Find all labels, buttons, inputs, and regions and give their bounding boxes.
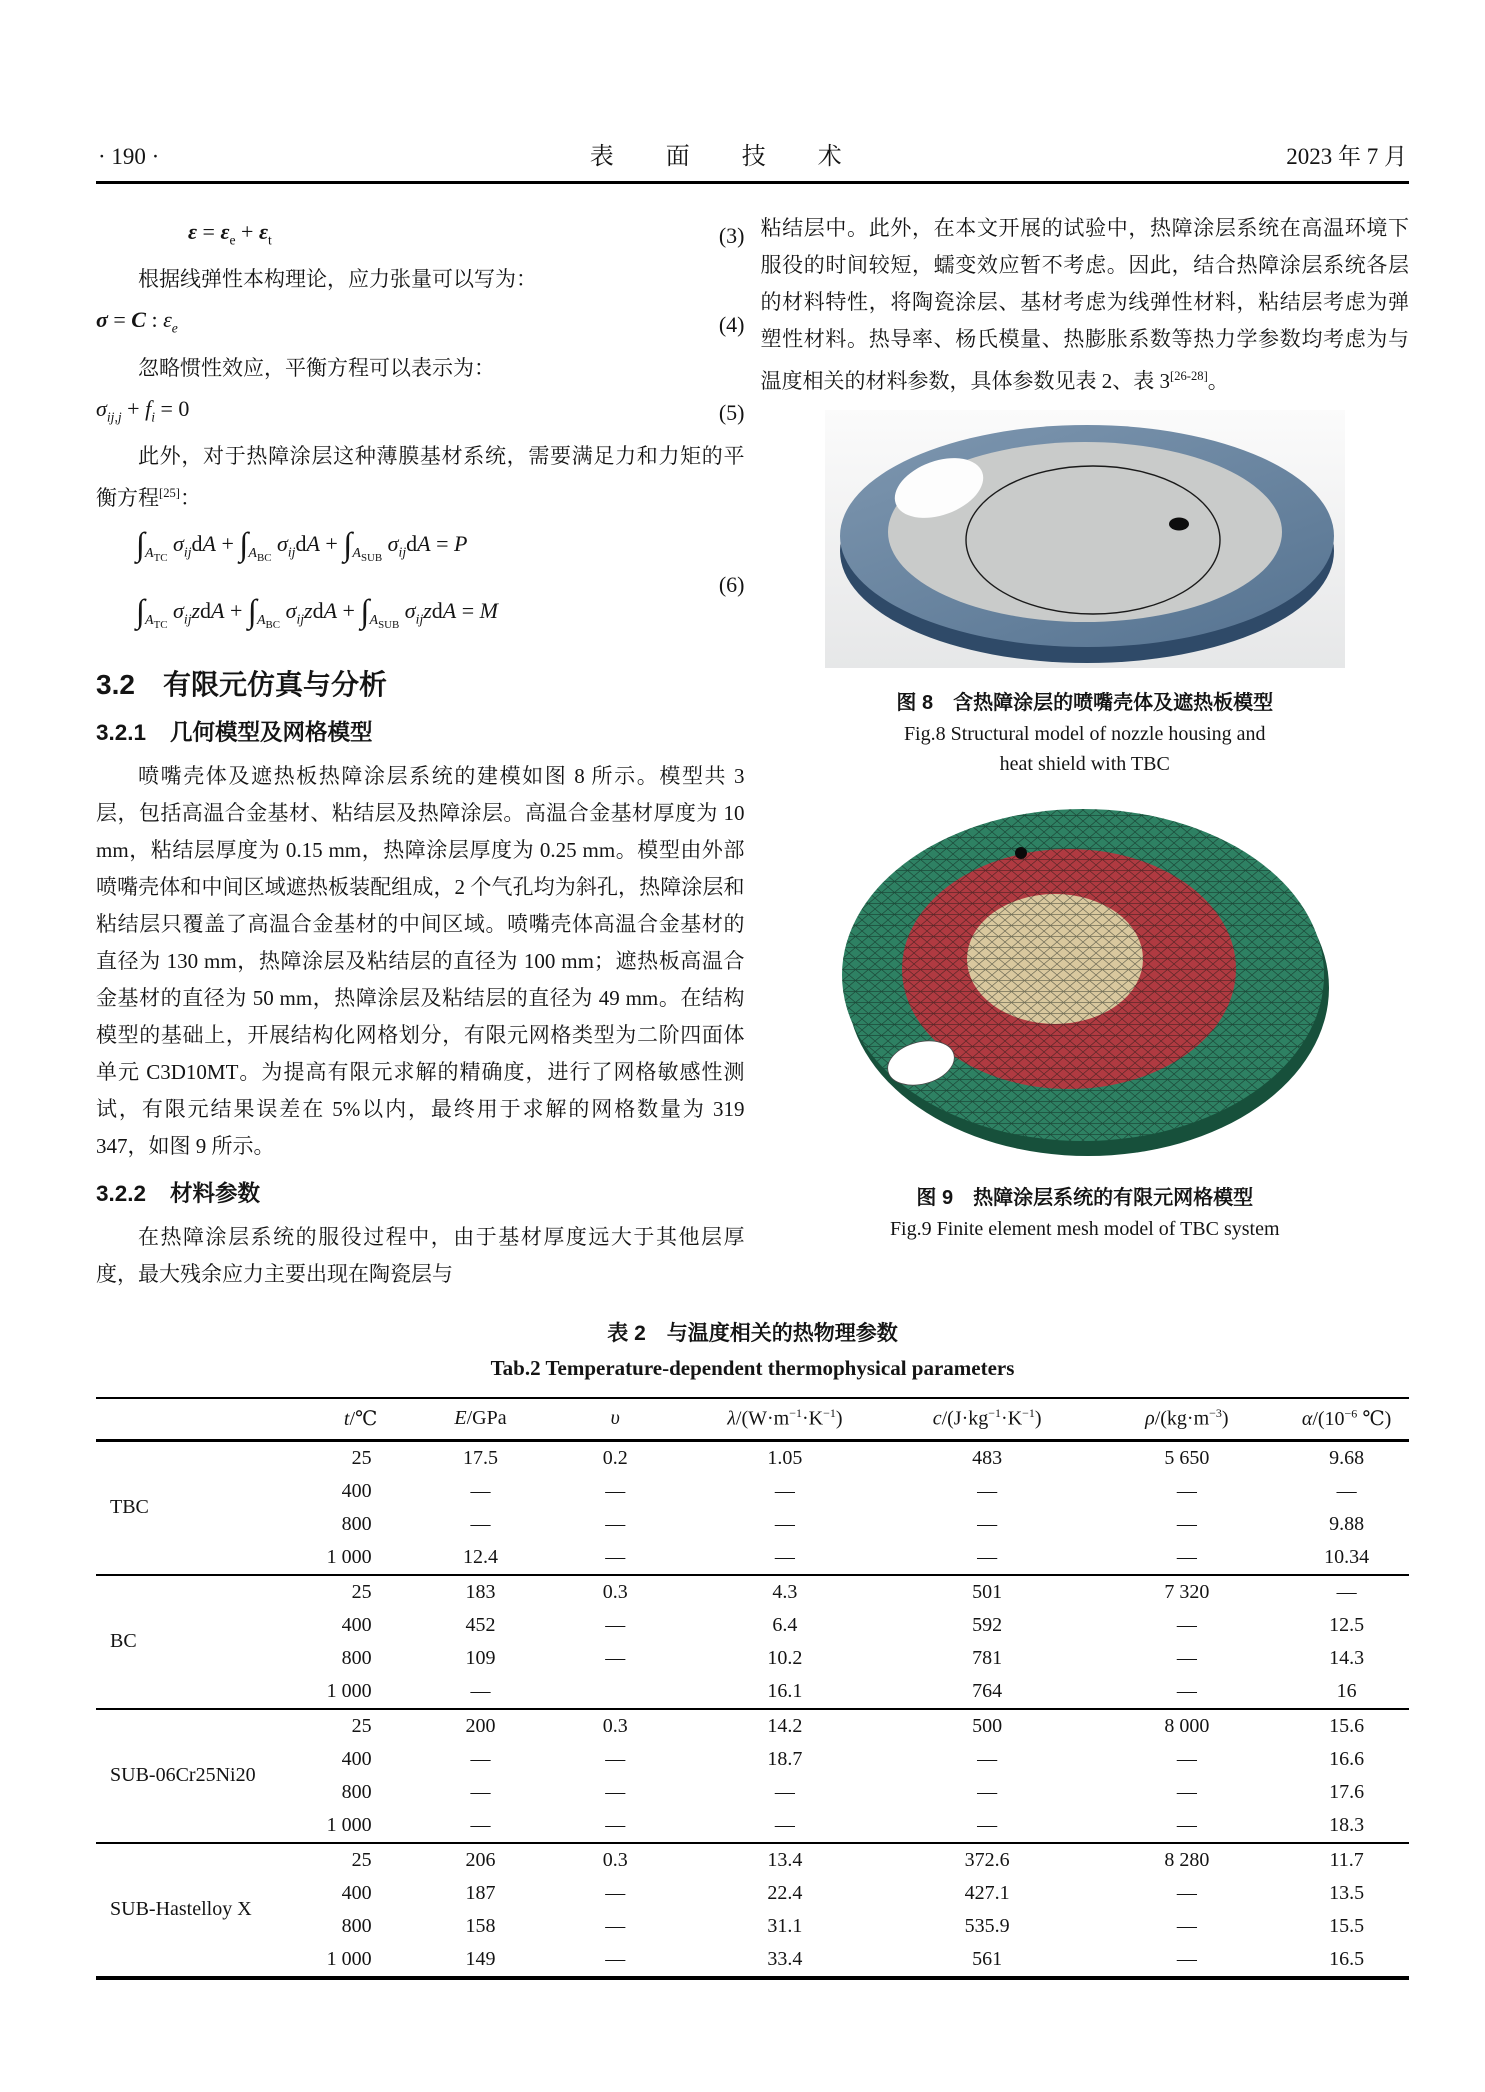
material-name-cell: BC [110,1630,137,1653]
figure8-caption-en-line1: Fig.8 Structural model of nozzle housing and [903,723,1266,745]
table-row [96,1709,1409,1743]
value-cell: 535.9 [964,1914,1010,1937]
section-number: 3.2.1 [96,719,147,745]
table2-material-group [96,1440,1409,1575]
temperature-cell: 800 [341,1780,372,1803]
value-cell: — [774,1545,795,1568]
value-cell: 18.7 [767,1747,803,1770]
table2-section [96,1317,1409,1980]
value-cell: 14.2 [767,1714,803,1737]
equation-3-number: (3) [718,223,745,249]
table-row [96,1575,1409,1609]
section-number: 3.2.2 [96,1180,147,1206]
value-cell: 16.1 [767,1679,803,1702]
temperature-cell: 400 [341,1881,372,1904]
material-name-cell: SUB-06Cr25Ni20 [110,1764,256,1787]
paragraph-material-params: 在热障涂层系统的服役过程中，由于基材厚度远大于其他层厚度，最大残余应力主要出现在陶瓷层与 [96,1224,745,1286]
value-cell: — [1336,1479,1357,1502]
value-cell: — [977,1479,998,1502]
value-cell: 500 [972,1714,1003,1737]
value-cell: 781 [972,1646,1003,1669]
value-cell: — [1176,1613,1197,1636]
value-cell: — [1176,1914,1197,1937]
temperature-cell: 1 000 [326,1545,372,1568]
temperature-cell: 400 [341,1747,372,1770]
value-cell: 372.6 [964,1848,1010,1871]
value-cell: 14.3 [1329,1646,1365,1669]
value-cell: 452 [465,1613,496,1636]
value-cell: — [470,1479,491,1502]
value-cell: 561 [972,1947,1003,1970]
header-cell-temperature: t/℃ [306,1398,416,1441]
equation-6 [96,525,745,643]
value-cell: 158 [465,1914,496,1937]
value-cell: 7 320 [1164,1580,1210,1603]
value-cell: — [470,1679,491,1702]
value-cell: — [470,1747,491,1770]
section-heading-3-2-1 [96,718,745,748]
right-column [761,210,1410,1293]
value-cell: — [1336,1580,1357,1603]
value-cell: 15.5 [1329,1914,1365,1937]
value-cell: 0.3 [602,1714,628,1737]
equation-6-line2: $\int_{A_{TC}}$ $\sigma_{ij}zdA + \int_{A_{BC}}$ $\sigma_{ij}zdA + \int_{A_{SUB}}$ $\sigma_{ij}zdA = M$ [136,594,498,631]
value-cell: 22.4 [767,1881,803,1904]
table2-material-group [96,1843,1409,1978]
value-cell: — [1176,1646,1197,1669]
figure9 [761,795,1410,1244]
value-cell: 11.7 [1329,1848,1364,1871]
equation-3 [96,213,745,258]
paragraph-model-description: 喷嘴壳体及遮热板热障涂层系统的建模如图 8 所示。模型共 3 层，包括高温合金基材、粘结层及热障涂层。高温合金基材厚度为 10 mm，粘结层厚度为 0.15 mm，热障涂层厚度为 0.25 mm。模型由外部喷嘴壳体和中间区域遮热板装配组成，2 个气孔均为斜孔，热障涂层和粘结层只覆盖了高温合金基材的中间区域。喷嘴壳体高温合金基材的直径为 130 mm，热障涂层及粘结层的直径为 100 mm；遮热板高温合金基材的直径为 50 mm，热障涂层及粘结层的直径为 49 mm。在结构模型的基础上，开展结构化网格划分，有限元网格类型为二阶四面体单元 C3D10MT。为提高有限元求解的精确度，进行了网格敏感性测试，有限元结果误差在 5%以内，最终用于求解的网格数量为 319 347，如图 9 所示。 [96,763,745,1158]
header-cell-poisson: υ [545,1398,685,1441]
value-cell: — [605,1646,626,1669]
paragraph-equilibrium: 忽略惯性效应，平衡方程可以表示为： [138,355,495,380]
figure8 [761,410,1410,779]
value-cell: — [605,1881,626,1904]
value-cell: 6.4 [772,1613,798,1636]
value-cell: — [470,1813,491,1836]
value-cell: — [1176,1545,1197,1568]
value-cell: 0.2 [602,1446,628,1469]
value-cell: — [605,1479,626,1502]
value-cell: 17.5 [462,1446,498,1469]
temperature-cell: 25 [351,1446,372,1469]
value-cell: 427.1 [964,1881,1010,1904]
value-cell: 187 [465,1881,496,1904]
equation-3-body: $\varepsilon = \varepsilon_e + \varepsilon_t$ [188,219,272,248]
table2-title-zh: 表 2 与温度相关的热物理参数 [607,1321,898,1345]
value-cell: 10.2 [767,1646,803,1669]
value-cell: 109 [465,1646,496,1669]
header-cell-modulus: E/GPa [416,1398,546,1441]
temperature-cell: 800 [341,1512,372,1535]
header-cell-cte: $\alpha/(10^{-6}$ ℃) [1284,1398,1409,1441]
value-cell: 9.68 [1329,1446,1365,1469]
temperature-cell: 400 [341,1613,372,1636]
value-cell: — [605,1947,626,1970]
value-cell: 9.88 [1329,1512,1365,1535]
value-cell: 31.1 [767,1914,803,1937]
equation-6-lines [136,525,498,643]
value-cell: 183 [465,1580,496,1603]
value-cell: — [1176,1780,1197,1803]
temperature-cell: 25 [351,1580,372,1603]
value-cell: — [605,1545,626,1568]
value-cell: — [977,1545,998,1568]
figure9-caption-en: Fig.9 Finite element mesh model of TBC system [889,1218,1280,1240]
page-number: · 190 · [98,144,160,169]
value-cell: 18.3 [1329,1813,1365,1836]
page-header [98,136,1407,171]
header-cell-conductivity: $\lambda/(W\cdot m^{-1}\cdot K^{-1})$ [685,1398,885,1441]
value-cell: 10.34 [1324,1545,1370,1568]
value-cell: — [774,1813,795,1836]
equation-5-number: (5) [718,399,745,425]
header-cell-heat-capacity: $c/(J\cdot kg^{-1}\cdot K^{-1})$ [885,1398,1090,1441]
value-cell: 13.5 [1329,1881,1365,1904]
left-column [96,210,745,1293]
value-cell: 483 [972,1446,1003,1469]
table-row [96,1440,1409,1475]
header-cell-density: $\rho/(kg\cdot m^{-3})$ [1090,1398,1285,1441]
table2-title-en: Tab.2 Temperature-dependent thermophysical parameters [490,1355,1015,1380]
figure8-model-image [825,410,1345,668]
header-cell-material [96,1398,306,1441]
value-cell: 592 [972,1613,1003,1636]
value-cell: 13.4 [767,1848,803,1871]
temperature-cell: 25 [351,1848,372,1871]
value-cell: — [1176,1479,1197,1502]
paragraph-balance: 此外，对于热障涂层这种薄膜基材系统，需要满足力和力矩的平衡方程[25]： [96,444,745,511]
value-cell: 16.5 [1329,1947,1365,1970]
value-cell: 8 000 [1164,1714,1210,1737]
section-number: 3.2 [96,668,135,700]
value-cell: 149 [465,1947,496,1970]
value-cell: 15.6 [1329,1714,1365,1737]
table-row [96,1843,1409,1877]
paragraph-constitutive: 根据线弹性本构理论，应力张量可以写为： [138,267,537,292]
temperature-cell: 800 [341,1646,372,1669]
small-hole-black [1169,518,1189,531]
value-cell: — [774,1512,795,1535]
table2-header-row [96,1398,1409,1441]
value-cell: 16.6 [1329,1747,1365,1770]
figure9-caption-zh: 图 9 热障涂层系统的有限元网格模型 [916,1187,1254,1209]
value-cell: — [605,1613,626,1636]
mesh-small-hole-black [1015,847,1027,859]
value-cell: — [605,1747,626,1770]
material-name-cell: SUB-Hastelloy X [110,1898,252,1921]
figure8-caption-zh: 图 8 含热障涂层的喷嘴壳体及遮热板模型 [896,692,1274,714]
issue-date: 2023 年 7 月 [1286,144,1407,169]
equation-4-body: σ = C : $\varepsilon_e$ [96,307,178,336]
equation-6-line1: $\int_{A_{TC}}$ $\sigma_{ij}dA + \int_{A_{BC}}$ $\sigma_{ij}dA + \int_{A_{SUB}}$ $\sigma_{ij}dA = P$ [136,527,468,564]
mesh-overlay [842,809,1324,1141]
value-cell: 0.3 [602,1580,628,1603]
equation-6-number: (6) [718,571,745,597]
table2-material-group [96,1709,1409,1843]
value-cell: 17.6 [1329,1780,1365,1803]
value-cell: — [1176,1881,1197,1904]
table2-head [96,1398,1409,1441]
value-cell: — [1176,1813,1197,1836]
value-cell: 200 [465,1714,496,1737]
temperature-cell: 1 000 [326,1813,372,1836]
value-cell: 5 650 [1164,1446,1210,1469]
value-cell [545,1675,685,1709]
figure8-caption-en-line2: heat shield with TBC [999,753,1170,775]
table2 [96,1397,1409,1980]
value-cell: — [977,1747,998,1770]
value-cell: 4.3 [772,1580,798,1603]
value-cell: — [470,1780,491,1803]
value-cell: — [1176,1512,1197,1535]
value-cell: 16 [1336,1679,1357,1702]
value-cell: 33.4 [767,1947,803,1970]
value-cell: — [977,1813,998,1836]
value-cell: — [977,1780,998,1803]
value-cell: 8 280 [1164,1848,1210,1871]
value-cell: — [605,1813,626,1836]
figure9-mesh-image [825,795,1345,1163]
value-cell: — [1176,1679,1197,1702]
section-title: 有限元仿真与分析 [162,668,387,700]
section-title: 材料参数 [170,1180,261,1206]
temperature-cell: 400 [341,1479,372,1502]
value-cell: 1.05 [767,1446,803,1469]
two-column-body [96,210,1409,1293]
temperature-cell: 25 [351,1714,372,1737]
value-cell: — [774,1479,795,1502]
table2-material-group [96,1575,1409,1709]
value-cell: — [1176,1947,1197,1970]
temperature-cell: 1 000 [326,1947,372,1970]
value-cell: 764 [972,1679,1003,1702]
value-cell: — [774,1780,795,1803]
value-cell: 501 [972,1580,1003,1603]
equation-5 [96,390,745,435]
value-cell: — [605,1512,626,1535]
value-cell: 0.3 [602,1848,628,1871]
value-cell: — [470,1512,491,1535]
section-heading-3-2-2 [96,1179,745,1209]
value-cell: — [605,1780,626,1803]
value-cell: — [605,1914,626,1937]
equation-4-number: (4) [718,311,745,337]
value-cell: 206 [465,1848,496,1871]
section-heading-3-2 [96,668,745,702]
temperature-cell: 1 000 [326,1679,372,1702]
material-name-cell: TBC [110,1496,149,1519]
section-title: 几何模型及网格模型 [170,719,373,745]
value-cell: 12.4 [462,1545,498,1568]
value-cell: — [977,1512,998,1535]
value-cell: 12.5 [1329,1613,1365,1636]
header-rule [96,181,1409,184]
equation-4 [96,301,745,346]
paragraph-continued: 粘结层中。此外，在本文开展的试验中，热障涂层系统在高温环境下服役的时间较短，蠕变效应暂不考虑。因此，结合热障涂层系统各层的材料特性，将陶瓷涂层、基材考虑为线弹性材料，粘结层考虑为弹塑性材料。热导率、杨氏模量、热膨胀系数等热力学参数均考虑为与温度相关的材料参数，具体参数见表 2、表 3[26-28]。 [760,216,1409,393]
value-cell: — [1176,1747,1197,1770]
journal-title: 表 面 技 术 [589,144,856,170]
temperature-cell: 800 [341,1914,372,1937]
equation-5-body: $\sigma_{ij,j} + f_i = 0$ [96,395,190,425]
